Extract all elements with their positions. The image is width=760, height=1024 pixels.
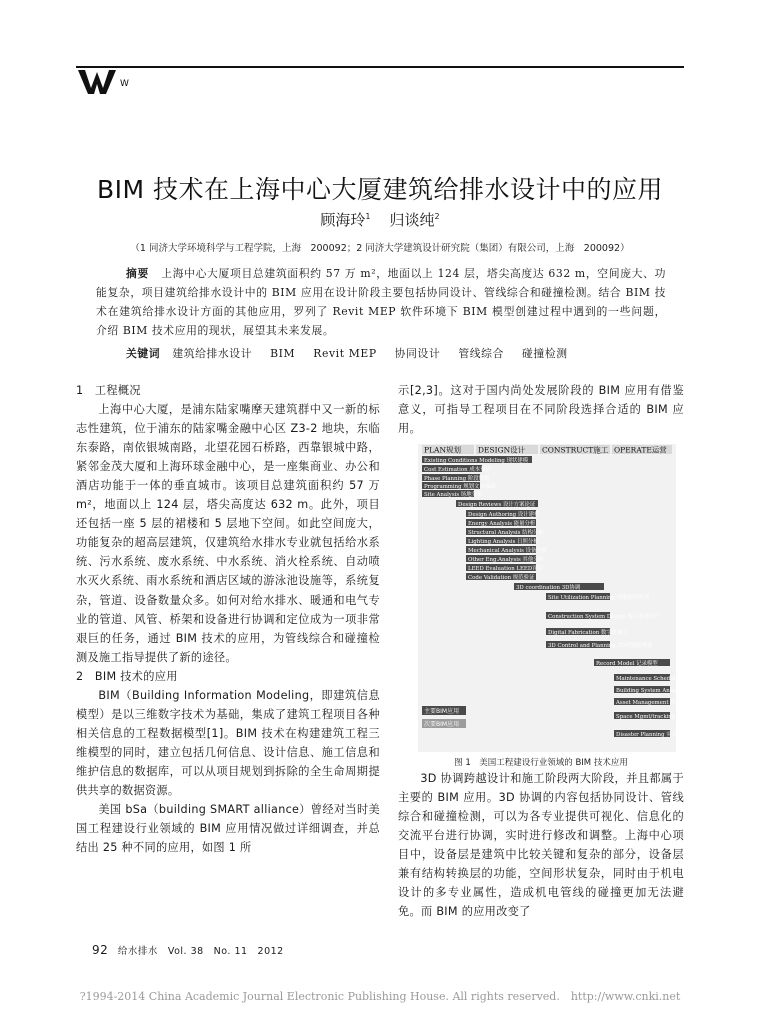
- paragraph: 美国 bSa（building SMART alliance）曾经对当时美国工程建设行业领域的 BIM 应用情况做过详细调查，并总结出 25 种不同的应用，如图 1 所: [76, 803, 380, 855]
- app-label: Phase Planning 阶段规划: [424, 476, 490, 482]
- app-label: Digital Fabrication 数字化加工: [548, 630, 628, 636]
- app-label: Structural Analysis 结构分析: [468, 530, 544, 536]
- app-label: Site Utilization Planning 场地使用规划: [548, 595, 649, 601]
- journal-info: 给水排水 Vol. 38 No. 11 2012: [117, 946, 284, 957]
- phase-label: CONSTRUCT施工: [542, 445, 609, 455]
- app-label: Design Authoring 设计建模: [468, 512, 540, 518]
- copyright-notice: ?1994-2014 China Academic Journal Electronic Publishing House. All rights reserved. http://www.cnki.net: [79, 990, 681, 1003]
- right-column-top: [398, 381, 684, 438]
- app-label: Lighting Analysis 日照分析: [468, 539, 539, 545]
- figure-1-graphic: [418, 444, 720, 752]
- app-label: Record Model 记录模型: [596, 661, 658, 667]
- figure-caption: 图 1 美国工程建设行业领域的 BIM 技术应用: [454, 758, 628, 768]
- journal-logo: [76, 68, 128, 94]
- app-label: 3D coordination 3D协调: [516, 585, 581, 591]
- legend-primary-label: 主要BIM应用: [424, 708, 460, 715]
- abstract-text: 上海中心大厦项目总建筑面积约 57 万 m²，地面以上 124 层，塔尖高度达 632 m，空间庞大、功能复杂，项目建筑给排水设计中的 BIM 应用在设计阶段主要包括协同设计、管线综合和碰撞检测。结合 BIM 技术在建筑给排水设计方面的其他应用，罗列了 Revit MEP 软件环境下 BIM 模型创建过程中遇到的一些问题，介绍 BIM 技术应用的现状，展望其未来发展。: [96, 267, 666, 337]
- affiliation: （1 同济大学环境科学与工程学院，上海 200092；2 同济大学建筑设计研究院（集团）有限公司，上海 200092）: [130, 243, 630, 254]
- phase-label: DESIGN设计: [478, 445, 526, 455]
- app-label: Space Mgmt/tracking 空间管理/追踪: [616, 714, 712, 720]
- app-label: Disaster Planning 灾害计划: [616, 732, 688, 738]
- app-label: Code Validation 规范验证: [468, 575, 535, 581]
- section-heading: 1 工程概况: [76, 384, 141, 397]
- phase-label: PLAN规划: [424, 445, 462, 455]
- app-label: Other Eng.Analysis 其他分析: [468, 557, 544, 563]
- keyword: BIM: [270, 347, 296, 360]
- app-label: Design Reviews 设计方案论证: [458, 502, 536, 508]
- app-label: Construction System Design 施工系统设计: [548, 614, 660, 620]
- app-label: Cost Estimation 成本预算: [424, 467, 491, 473]
- journal-logo-text: W: [120, 79, 129, 89]
- app-label: Existing Conditions Modeling 现状建模: [424, 458, 529, 464]
- app-label: 3D Control and Planning 3D控制和规划: [548, 643, 653, 649]
- abstract-label: 摘要: [126, 267, 149, 280]
- author-affil-mark: 1: [365, 212, 371, 221]
- figure-1: [418, 444, 720, 752]
- app-label: Mechanical Analysis 设备分析: [468, 548, 548, 554]
- legend-secondary-label: 次要BIM应用: [424, 721, 460, 728]
- author-name: 顾海玲: [320, 211, 366, 229]
- keyword: 碰撞检测: [522, 347, 568, 360]
- article-title: BIM 技术在上海中心大厦建筑给排水设计中的应用: [96, 175, 664, 204]
- paragraph: 3D 协调跨越设计和施工阶段两大阶段，并且都属于主要的 BIM 应用。3D 协调的内容包括协同设计、管线综合和碰撞检测，可以为各专业提供可视化、信息化的交流平台进行协调，实时进行修改和调整。上海中心项目中，设备层是建筑中比较关键和复杂的部分，设备层兼有结构转换层的功能，空间形状复杂，同时由于机电设计的多专业属性，造成机电管线的碰撞更加无法避免。而 BIM 的应用改变了: [398, 772, 684, 919]
- keywords: [126, 346, 666, 361]
- app-label: Building System Analysis 建筑系统分析: [616, 688, 720, 694]
- authors: [0, 209, 760, 230]
- app-label: Programming 规划文本编制: [424, 484, 496, 490]
- app-label: Energy Analysis 能量分析: [468, 521, 536, 527]
- paragraph: 示[2,3]。这对于国内尚处发展阶段的 BIM 应用有借鉴意义，可指导工程项目在不同阶段选择合适的 BIM 应用。: [398, 384, 684, 436]
- page-footer: [92, 943, 284, 957]
- app-label: Asset Management 资产管理: [616, 700, 692, 706]
- keywords-label: 关键词: [126, 347, 161, 360]
- app-label: Site Analysis 场地分析: [424, 492, 483, 498]
- left-column: [76, 381, 380, 857]
- right-column-bottom: [398, 769, 684, 921]
- keyword: 建筑给排水设计: [172, 347, 253, 360]
- header-rule: [76, 66, 684, 68]
- paragraph: BIM（Building Information Modeling，即建筑信息模型）是以三维数字技术为基础，集成了建筑工程项目各种相关信息的工程数据模型[1]。BIM 技术在构建建筑工程三维模型的同时，建立包括几何信息、设计信息、施工信息和维护信息的数据库，可以从项目规划到拆除的全生命周期提供共享的数据资源。: [76, 688, 380, 797]
- author-affil-mark: 2: [434, 212, 440, 221]
- section-heading: 2 BIM 技术的应用: [76, 669, 178, 683]
- keyword: Revit MEP: [313, 347, 377, 360]
- app-label: LEED Evaluation LEED评估: [468, 566, 543, 572]
- keyword: 管线综合: [458, 347, 504, 360]
- page-number: 92: [92, 943, 109, 957]
- app-label: Maintenance Scheduling 维护计划: [616, 676, 708, 682]
- phase-label: OPERATE运营: [614, 445, 667, 455]
- author-name: 归谈纯: [389, 211, 435, 229]
- paragraph: 上海中心大厦，是浦东陆家嘴摩天建筑群中又一新的标志性建筑，位于浦东的陆家嘴金融中心区 Z3-2 地块，东临东泰路，南依银城南路，北望花园石桥路，西靠银城中路，紧邻金茂大厦和上海环球金融中心，是一座集商业、办公和酒店功能于一体的垂直城市。该项目总建筑面积约 57 万 m²，地面以上 124 层，塔尖高度达 632 m。此外，项目还包括一座 5 层的裙楼和 5 层地下空间。如此空间庞大，功能复杂的超高层建筑，仅建筑给水排水专业就包括给水系统、污水系统、废水系统、中水系统、消火栓系统、自动喷水灭火系统、雨水系统和酒店区域的游泳池设施等，系统复杂，管道、设备数量众多。如何对给水排水、暖通和电气专业的管道、风管、桥架和设备进行协调和定位成为一项非常艰巨的任务，通过 BIM 技术的应用，为管线综合和碰撞检测及施工指导提供了新的途径。: [76, 403, 380, 664]
- keyword: 协同设计: [394, 347, 441, 360]
- abstract: [96, 264, 666, 340]
